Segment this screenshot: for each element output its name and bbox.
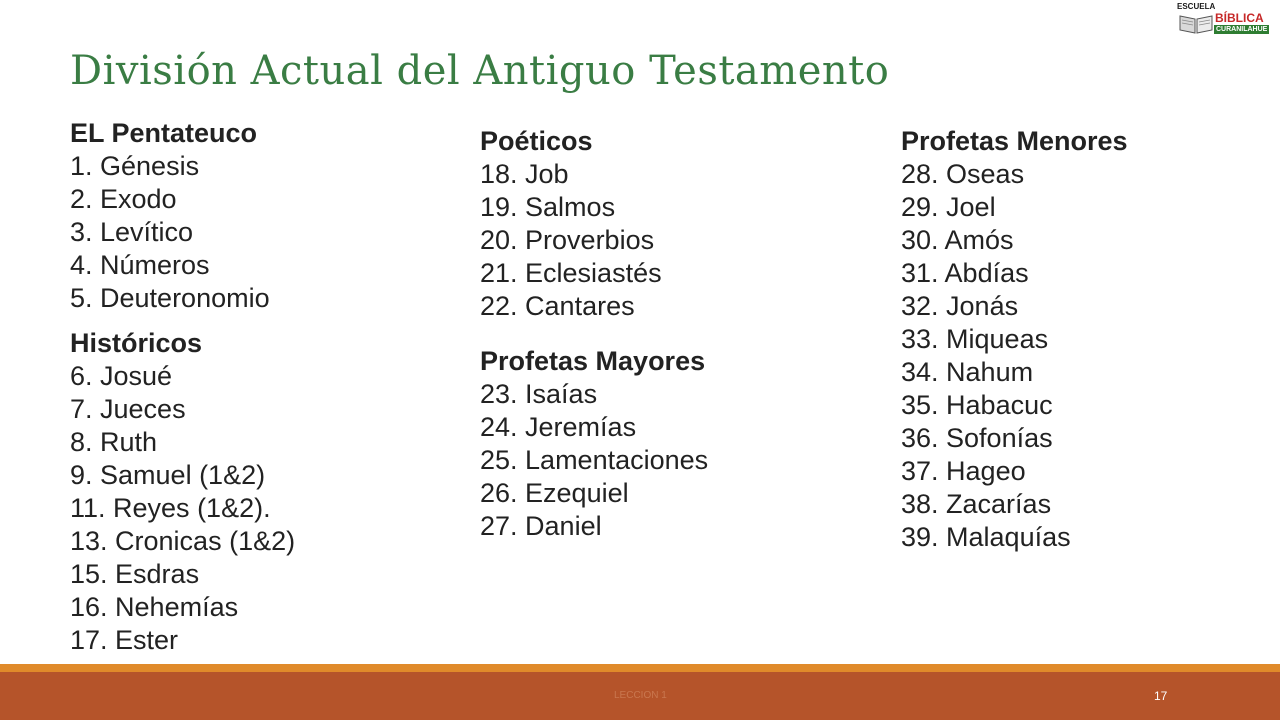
section-heading-profetas-mayores: Profetas Mayores bbox=[480, 346, 706, 376]
book-item: 39. Malaquías bbox=[901, 522, 1071, 552]
open-book-icon bbox=[1178, 12, 1214, 34]
book-item: 19. Salmos bbox=[480, 192, 616, 222]
book-item: 6. Josué bbox=[70, 361, 173, 391]
column-1 bbox=[70, 117, 295, 657]
book-item: 37. Hageo bbox=[901, 456, 1026, 486]
logo-text-biblica: BÍBLICA bbox=[1215, 11, 1264, 25]
escuela-biblica-logo bbox=[1176, 2, 1276, 36]
book-item: 21. Eclesiastés bbox=[480, 258, 662, 288]
section-heading-historicos: Históricos bbox=[70, 328, 203, 358]
book-item: 22. Cantares bbox=[480, 291, 635, 321]
section-heading-pentateuco: EL Pentateuco bbox=[70, 118, 258, 148]
book-item: 5. Deuteronomio bbox=[70, 283, 270, 313]
logo-text-escuela: ESCUELA bbox=[1177, 2, 1216, 11]
footer-lesson-label: LECCION 1 bbox=[614, 690, 667, 701]
book-item: 20. Proverbios bbox=[480, 225, 655, 255]
book-item: 30. Amós bbox=[901, 225, 1014, 255]
book-item: 7. Jueces bbox=[70, 394, 186, 424]
section-heading-poeticos: Poéticos bbox=[480, 126, 593, 156]
book-item: 33. Miqueas bbox=[901, 324, 1049, 354]
book-item: 38. Zacarías bbox=[901, 489, 1052, 519]
book-item: 11. Reyes (1&2). bbox=[70, 493, 271, 523]
book-item: 2. Exodo bbox=[70, 184, 177, 214]
book-item: 31. Abdías bbox=[901, 258, 1029, 288]
book-item: 29. Joel bbox=[901, 192, 996, 222]
book-item: 3. Levítico bbox=[70, 217, 194, 247]
slide-title: División Actual del Antiguo Testamento bbox=[70, 48, 890, 94]
book-item: 28. Oseas bbox=[901, 159, 1025, 189]
section-heading-profetas-menores: Profetas Menores bbox=[901, 126, 1128, 156]
book-item: 34. Nahum bbox=[901, 357, 1034, 387]
book-item: 26. Ezequiel bbox=[480, 478, 629, 508]
book-item: 32. Jonás bbox=[901, 291, 1019, 321]
book-item: 24. Jeremías bbox=[480, 412, 637, 442]
book-item: 27. Daniel bbox=[480, 511, 602, 541]
book-item: 23. Isaías bbox=[480, 379, 598, 409]
page-number: 17 bbox=[1154, 689, 1168, 703]
book-item: 15. Esdras bbox=[70, 559, 200, 589]
book-item: 9. Samuel (1&2) bbox=[70, 460, 266, 490]
logo-text-curanilahue: CURANILAHUE bbox=[1216, 26, 1268, 33]
book-item: 18. Job bbox=[480, 159, 569, 189]
book-item: 16. Nehemías bbox=[70, 592, 239, 622]
column-3 bbox=[901, 125, 1128, 554]
book-item: 36. Sofonías bbox=[901, 423, 1053, 453]
book-item: 1. Génesis bbox=[70, 151, 200, 181]
book-item: 17. Ester bbox=[70, 625, 179, 655]
column-2 bbox=[480, 125, 708, 543]
footer-accent-stripe bbox=[0, 664, 1280, 672]
book-item: 4. Números bbox=[70, 250, 210, 280]
book-item: 13. Cronicas (1&2) bbox=[70, 526, 296, 556]
book-item: 25. Lamentaciones bbox=[480, 445, 709, 475]
book-item: 35. Habacuc bbox=[901, 390, 1053, 420]
book-item: 8. Ruth bbox=[70, 427, 158, 457]
